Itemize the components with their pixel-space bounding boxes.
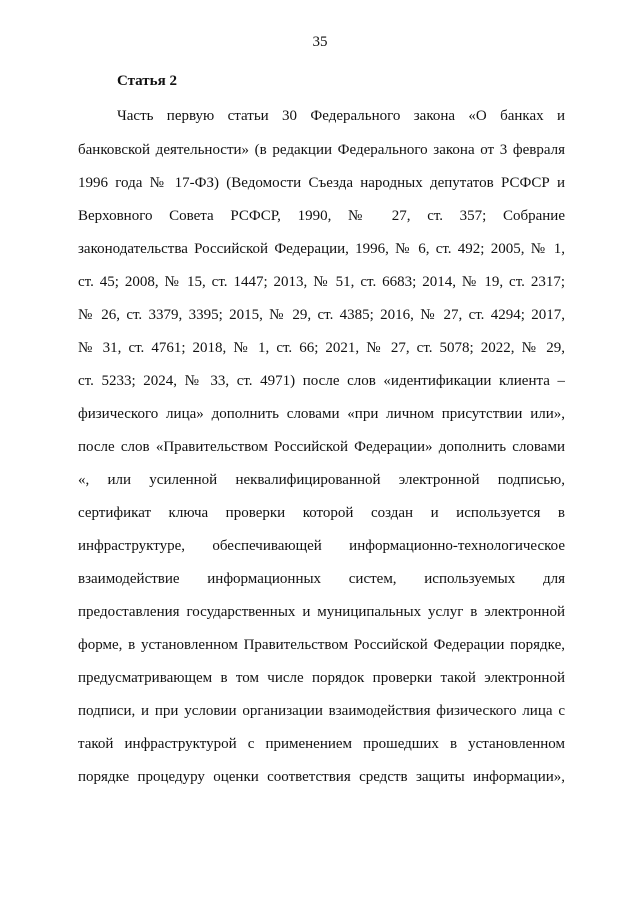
article-heading: Статья 2 (117, 73, 177, 89)
text-line: физического лица» дополнить словами «при личном присутствии или», (78, 406, 565, 422)
text-line: взаимодействие информационных систем, используемых для (78, 571, 565, 587)
text-line: 1996 года № 17-ФЗ) (Ведомости Съезда народных депутатов РСФСР и (78, 175, 565, 191)
text-line: банковской деятельности» (в редакции Федерального закона от 3 февраля (78, 142, 565, 158)
text-line: ст. 45; 2008, № 15, ст. 1447; 2013, № 51, ст. 6683; 2014, № 19, ст. 2317; (78, 274, 565, 290)
text-line: предоставления государственных и муниципальных услуг в электронной (78, 604, 565, 620)
text-line: форме, в установленном Правительством Российской Федерации порядке, (78, 637, 565, 653)
text-line: подписи, и при условии организации взаимодействия физического лица с (78, 703, 565, 719)
text-line: Часть первую статьи 30 Федерального закона «О банках и (117, 108, 565, 124)
text-line: законодательства Российской Федерации, 1996, № 6, ст. 492; 2005, № 1, (78, 241, 565, 257)
text-line: инфраструктуре, обеспечивающей информационно-технологическое (78, 538, 565, 554)
text-line: ст. 5233; 2024, № 33, ст. 4971) после слов «идентификации клиента – (78, 373, 565, 389)
text-line: сертификат ключа проверки которой создан и используется в (78, 505, 565, 521)
text-line: «, или усиленной неквалифицированной электронной подписью, (78, 472, 565, 488)
text-line: порядке процедуру оценки соответствия средств защиты информации», (78, 769, 565, 785)
text-line: предусматривающем в том числе порядок проверки такой электронной (78, 670, 565, 686)
text-line: после слов «Правительством Российской Федерации» дополнить словами (78, 439, 565, 455)
text-line: Верховного Совета РСФСР, 1990, № 27, ст. 357; Собрание (78, 208, 565, 224)
page-number: 35 (312, 34, 328, 50)
text-line: № 26, ст. 3379, 3395; 2015, № 29, ст. 4385; 2016, № 27, ст. 4294; 2017, (78, 307, 565, 323)
text-line: № 31, ст. 4761; 2018, № 1, ст. 66; 2021, № 27, ст. 5078; 2022, № 29, (78, 340, 565, 356)
text-line: такой инфраструктурой с применением прошедших в установленном (78, 736, 565, 752)
